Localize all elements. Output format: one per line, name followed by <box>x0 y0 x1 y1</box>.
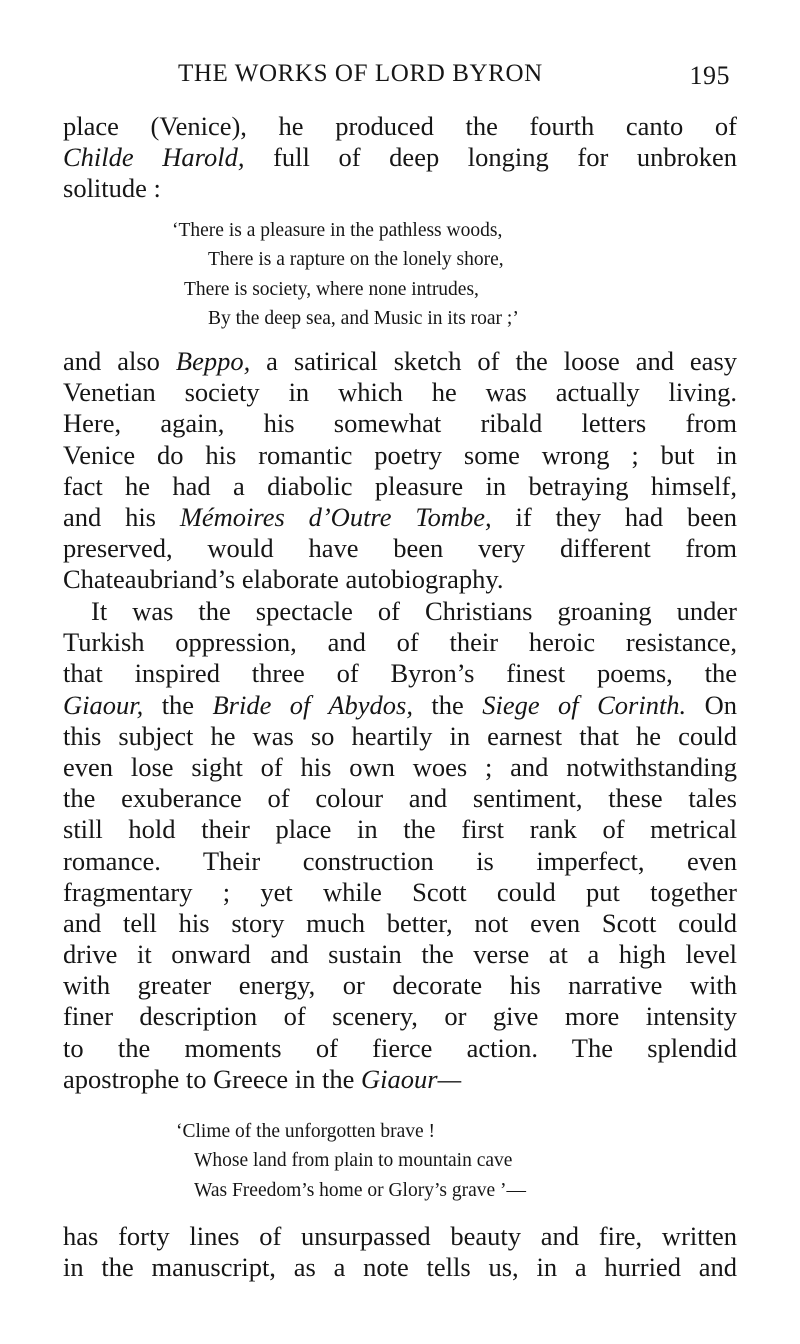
italic-title: Giaour, <box>63 689 144 720</box>
verse-line: ‘Clime of the unforgotten brave ! <box>176 1121 436 1142</box>
text-line: fragmentary ; yet while Scott could put together <box>63 876 737 907</box>
text-line: to the moments of fierce action. The splendid <box>63 1032 737 1063</box>
text-line: in the manuscript, as a note tells us, in a hurried and <box>63 1252 737 1283</box>
text-line: Venetian society in which he was actually living. <box>63 377 737 408</box>
italic-title: Siege of Corinth. <box>482 689 687 720</box>
text-line: solitude : <box>63 173 161 204</box>
verse-line: Was Freedom’s home or Glory’s grave ’— <box>194 1179 527 1201</box>
text-line: has forty lines of unsurpassed beauty and fire, written <box>63 1221 737 1251</box>
text-line: Venice do his romantic poetry some wrong ; but in <box>63 439 737 470</box>
text-line: fact he had a diabolic pleasure in betraying himself, <box>63 470 737 501</box>
text-line: still hold their place in the first rank of metrical <box>63 814 737 845</box>
text-line: Giaour, the Bride of Abydos, the Siege of Corinth. On <box>63 689 738 720</box>
text-line: Turkish oppression, and of their heroic resistance, <box>63 627 737 658</box>
paragraph-4 <box>63 1221 737 1283</box>
text-line: and his Mémoires d’Outre Tombe, if they had been <box>63 501 737 532</box>
text-line: drive it onward and sustain the verse at a high level <box>63 939 737 970</box>
text-line: Chateaubriand’s elaborate autobiography. <box>63 564 504 595</box>
paragraph-1 <box>63 111 737 205</box>
text-line: apostrophe to Greece in the Giaour— <box>63 1063 462 1094</box>
verse-line: There is a rapture on the lonely shore, <box>208 249 504 271</box>
text-line: place (Venice), he produced the fourth canto of <box>63 111 737 141</box>
text-line: this subject he was so heartily in earnest that he could <box>63 720 737 751</box>
text-line: finer description of scenery, or give more intensity <box>63 1001 737 1032</box>
italic-title: Bride of Abydos, <box>212 689 413 720</box>
text-line: and tell his story much better, not even Scott could <box>63 907 737 938</box>
paragraph-2 <box>63 346 737 596</box>
verse-line: There is society, where none intrudes, <box>184 278 479 300</box>
page-number: 195 <box>689 61 730 90</box>
text-line: with greater energy, or decorate his narrative with <box>63 970 737 1001</box>
paragraph-3 <box>63 596 737 1095</box>
italic-title: Childe Harold, <box>63 142 245 173</box>
text-line: Here, again, his somewhat ribald letters from <box>63 408 737 439</box>
italic-title: Beppo, <box>175 346 251 376</box>
text-line: romance. Their construction is imperfect, even <box>63 845 737 876</box>
text-line: the exuberance of colour and sentiment, these tales <box>63 783 737 814</box>
text-line: even lose sight of his own woes ; and notwithstanding <box>63 751 737 782</box>
text-line: preserved, would have been very different from <box>63 533 737 564</box>
text-line: that inspired three of Byron’s finest poems, the <box>63 658 737 689</box>
text-line: and also Beppo, a satirical sketch of the loose and easy <box>63 346 738 376</box>
italic-title: Giaour— <box>361 1063 462 1094</box>
verse-quotation-1 <box>172 216 519 334</box>
verse-line: ‘There is a pleasure in the pathless woods, <box>172 220 503 241</box>
italic-title: Mémoires d’Outre Tombe, <box>179 501 492 532</box>
verse-line: By the deep sea, and Music in its roar ;’ <box>208 308 519 330</box>
text-line: Childe Harold, full of deep longing for unbroken <box>63 142 737 173</box>
running-head: THE WORKS OF LORD BYRON <box>178 60 543 87</box>
verse-line: Whose land from plain to mountain cave <box>194 1150 513 1172</box>
text-line: It was the spectacle of Christians groaning under <box>91 596 737 626</box>
verse-quotation-2 <box>176 1117 526 1205</box>
